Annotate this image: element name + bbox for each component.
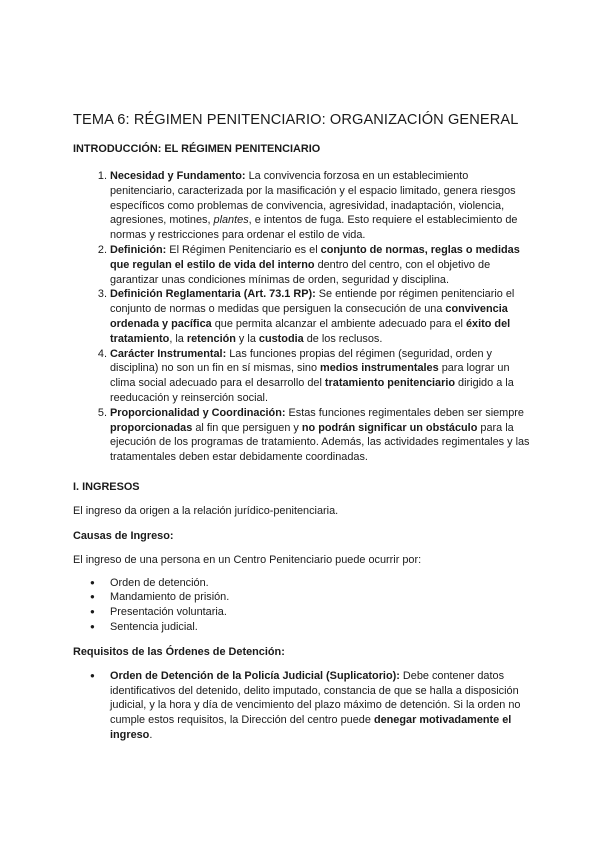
- document-page: [73, 112, 533, 743]
- document-title: TEMA 6: RÉGIMEN PENITENCIARIO: ORGANIZACIÓN GENERAL: [73, 112, 519, 128]
- list-item: 5. Proporcionalidad y Coordinación: Estas funciones regimentales deben ser siempre proporcionadas al fin que persiguen y no podrán significar un obstáculo para la ejecución de los programas de tratamiento. Además, las actividades regimentales y las tratamentales deben estar debidamente coordinadas.: [110, 406, 533, 465]
- list-item: 1. Necesidad y Fundamento: La convivencia forzosa en un establecimiento penitenciario, caracterizada por la masificación y el espacio limitado, genera riesgos específicos como problemas de convivencia, agresividad, inadaptación, violencia, agresiones, motines, plantes, e intentos de fuga. Esto requiere el establecimiento de normas y restricciones para ordenar el estilo de vida.: [110, 169, 533, 243]
- list-item: ● Orden de detención.: [110, 576, 533, 591]
- causes-list: [73, 576, 533, 635]
- list-item: ● Sentencia judicial.: [110, 620, 533, 635]
- list-item: 4. Carácter Instrumental: Las funciones propias del régimen (seguridad, orden y disciplina) no son un fin en sí mismas, sino medios instrumentales para lograr un clima social adecuado para el desarrollo del tratamiento penitenciario dirigido a la reeducación y reinserción social.: [110, 347, 533, 406]
- intro-heading: INTRODUCCIÓN: EL RÉGIMEN PENITENCIARIO: [73, 143, 321, 155]
- list-item: 2. Definición: El Régimen Penitenciario es el conjunto de normas, reglas o medidas que regulan el estilo de vida del interno dentro del centro, con el objetivo de garantizar unas condiciones mínimas de orden, seguridad y disciplina.: [110, 243, 533, 287]
- ingresos-intro: El ingreso da origen a la relación jurídico-penitenciaria.: [73, 504, 339, 517]
- requirements-list: [73, 669, 533, 743]
- list-item: 3. Definición Reglamentaria (Art. 73.1 RP): Se entiende por régimen penitenciario el conjunto de normas o medidas que persiguen la consecución de una convivencia ordenada y pacífica que permita alcanzar el ambiente adecuado para el éxito del tratamiento, la retención y la custodia de los reclusos.: [110, 287, 533, 346]
- causes-heading: Causas de Ingreso:: [73, 529, 174, 542]
- list-item: ● Mandamiento de prisión.: [110, 590, 533, 605]
- section-heading-ingresos: I. INGRESOS: [73, 480, 140, 493]
- requirements-heading: Requisitos de las Órdenes de Detención:: [73, 645, 285, 658]
- causes-intro: El ingreso de una persona en un Centro Penitenciario puede ocurrir por:: [73, 553, 422, 566]
- intro-list: [73, 169, 533, 465]
- list-item: ● Orden de Detención de la Policía Judicial (Suplicatorio): Debe contener datos identificativos del detenido, delito imputado, constancia de que se halla a disposición judicial, y la hora y día de vencimiento del plazo máximo de detención. Si la orden no cumple estos requisitos, la Dirección del centro puede denegar motivadamente el ingreso.: [110, 669, 533, 743]
- list-item: ● Presentación voluntaria.: [110, 605, 533, 620]
